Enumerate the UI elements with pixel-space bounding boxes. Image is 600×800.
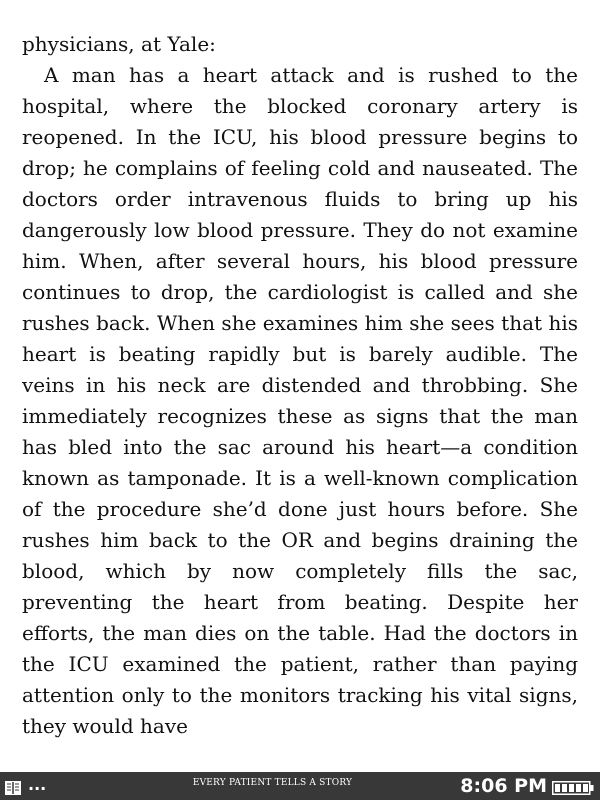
menu-ellipsis[interactable]: ...: [28, 775, 47, 794]
page-text-paragraph: A man has a heart attack and is rushed to the hospital, where the blocked coronary artery is reopened. In the ICU, his blood pressure begins to drop; he complains of feeling cold and nauseated. The doctors order intravenous fluids to bring up his dangerously low blood pressure. They do not examine him. When, after several hours, his blood pressure continues to drop, the cardiologist is called and she rushes back. When she examines him she sees that his heart is beating rapidly but is barely audible. The veins in his neck are distended and throbbing. She immediately recognizes these as signs that the man has bled into the sac around his heart—a condition known as tamponade. It is a well-known complication of the procedure she’d done just hours before. She rushes him back to the OR and begins draining the blood, which by now completely fills the sac, preventing the heart from beating. Despite her efforts, the man dies on the table. Had the doctors in the ICU examined the patient, rather than paying attention only to the monitors tracking his vital signs, they would have: [22, 63, 578, 738]
clock: 8:06 PM: [460, 775, 547, 797]
reading-page: [22, 29, 578, 769]
book-title: EVERY PATIENT TELLS A STORY: [192, 778, 353, 788]
page-text-continued: physicians, at Yale:: [22, 32, 216, 56]
status-bar: [0, 772, 600, 800]
battery-icon: [552, 780, 594, 794]
